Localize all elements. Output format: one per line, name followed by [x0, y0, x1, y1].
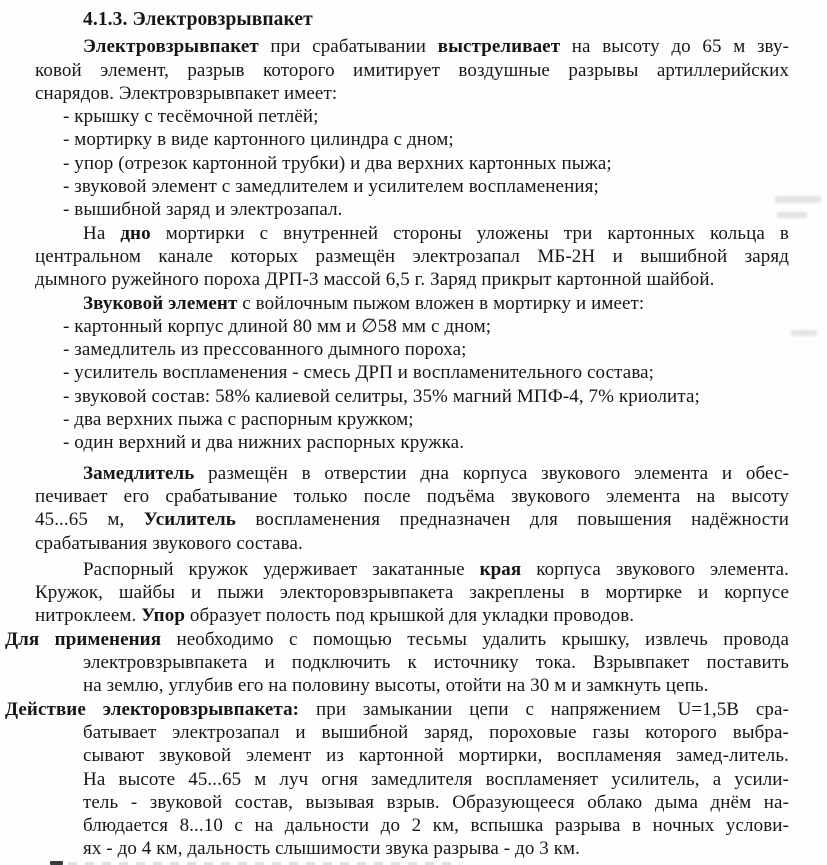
text-line: дымного ружейного пороха ДРП-3 массой 6,5 г. Заряд прикрыт картонной шайбой. [35, 269, 715, 291]
text-line: Для применения необходимо с помощью тесьмы удалить крышку, извлечь провода [5, 628, 789, 650]
text-line: ковой элемент, разрыв которого имитирует воздушные разрывы артиллерийских [35, 59, 789, 81]
text-line: Кружок, шайбы и пыжи электоровзрывпакета закреплены в мортирке и корпусе [35, 582, 789, 604]
text-line: - замедлитель из прессованного дымного пороха; [63, 339, 467, 361]
text-line: Звуковой элемент с войлочным пыжом вложен в мортирку и имеет: [83, 292, 645, 314]
text-line: - упор (отрезок картонной трубки) и два верхних картонных пыжа; [63, 152, 612, 174]
text-line: печивает его срабатывание только после подъёма звукового элемента на высоту [35, 485, 789, 507]
cutoff-letter-fragment [50, 861, 63, 865]
text-line: - вышибной заряд и электрозапал. [63, 199, 343, 221]
text-line: - два верхних пыжа с распорным кружком; [63, 409, 414, 431]
text-line: - один верхний и два нижних распорных кружка. [63, 432, 465, 454]
text-line: - звуковой элемент с замедлителем и усилителем воспламенения; [63, 176, 599, 198]
section-heading: 4.1.3. Электровзрывпакет [83, 9, 313, 30]
text-line: ях - до 4 км, дальность слышимости звука разрыва - до 3 км. [83, 838, 581, 860]
text-line: 45...65 м, Усилитель воспламенения предназначен для повышения надёжности [35, 509, 789, 531]
text-line: батывает электрозапал и вышибной заряд, пороховые газы которого выбра- [83, 721, 789, 743]
text-line: блюдается 8...10 с на дальности до 2 км, вспышка разрыва в ночных услови- [83, 815, 789, 837]
text-line: нитроклеем. Упор образует полость под крышкой для укладки проводов. [35, 605, 635, 627]
text-line: на землю, углубив его на половину высоты, отойти на 30 м и замкнуть цепь. [83, 675, 709, 697]
text-line: Электровзрывпакет при срабатывании выстреливает на высоту до 65 м зву- [83, 36, 790, 58]
text-line: электровзрывпакета и подключить к источнику тока. Взрывпакет поставить [83, 652, 789, 674]
text-line: - усилитель воспламенения - смесь ДРП и воспламенительного состава; [63, 362, 655, 384]
text-line: На дно мортирки с внутренней стороны уложены три картонных кольца в [83, 222, 789, 244]
text-line: На высоте 45...65 м луч огня замедлителя воспламеняет усилитель, а усили- [83, 768, 789, 790]
text-line: центральном канале которых размещён электрозапал МБ-2Н и вышибной заряд [35, 245, 789, 267]
text-line: - картонный корпус длиной 80 мм и ∅58 мм с дном; [63, 315, 492, 337]
text-line: Замедлитель размещён в отверстии дна корпуса звукового элемента и обес- [83, 462, 789, 484]
text-line: - мортирку в виде картонного цилиндра с дном; [63, 129, 454, 151]
text-line: сывают звуковой элемент из картонной мортирки, воспламеняя замед-литель. [83, 745, 789, 767]
text-line: снарядов. Электровзрывпакет имеет: [35, 82, 338, 104]
text-line: тель - звуковой состав, вызывая взрыв. Образующееся облако дыма днём на- [83, 791, 789, 813]
text-line: Распорный кружок удерживает закатанные края корпуса звукового элемента. [83, 558, 789, 580]
text-line: - крышку с тесёмочной петлёй; [63, 106, 319, 128]
text-line: Действие электоровзрывпакета: при замыкании цепи с напряжением U=1,5В сра- [5, 698, 789, 720]
text-line: - звуковой состав: 58% калиевой селитры, 35% магний МПФ-4, 7% криолита; [63, 385, 700, 407]
text-line: срабатывания звукового состава. [35, 532, 303, 554]
